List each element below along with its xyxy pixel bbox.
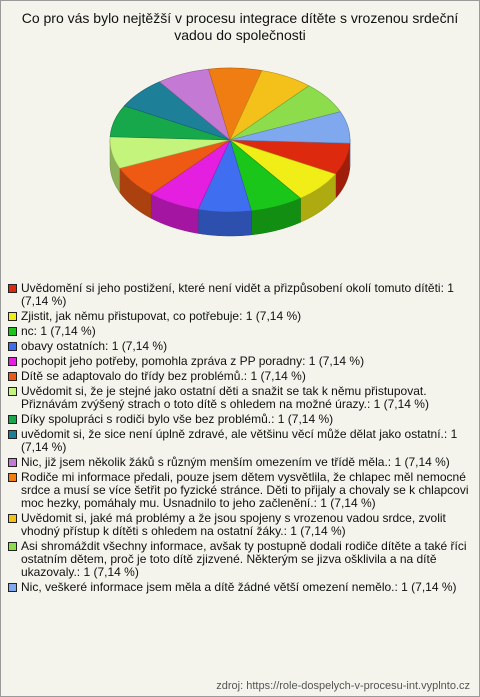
legend-label-14: Nic, veškeré informace jsem měla a dítě žádné větší omezení nemělo.: 1 (7,14 %) <box>21 580 457 594</box>
legend-item-6 <box>8 370 470 383</box>
legend-item-13 <box>8 540 470 579</box>
legend-item-9 <box>8 428 470 454</box>
legend-swatch-11 <box>8 473 17 482</box>
legend-label-9: uvědomit si, že sice není úplně zdravé, ale většinu věcí může dělat jako ostatní.: 1 (7,14 %) <box>21 427 458 454</box>
legend-swatch-12 <box>8 514 17 523</box>
legend-item-14 <box>8 581 470 594</box>
legend-item-10 <box>8 456 470 469</box>
legend-item-7 <box>8 385 470 411</box>
legend-label-12: Uvědomit si, jaké má problémy a že jsou spojeny s vrozenou vadou srdce, zvolit vhodný přístup k dítěti s ohledem na ostatní žáky.: 1 (7,14 %) <box>21 511 446 538</box>
legend-item-4 <box>8 340 470 353</box>
legend-label-2: Zjistit, jak němu přistupovat, co potřebuje: 1 (7,14 %) <box>21 309 302 323</box>
legend-label-8: Díky spolupráci s rodiči bylo vše bez problémů.: 1 (7,14 %) <box>21 412 334 426</box>
legend-label-11: Rodiče mi informace předali, pouze jsem dětem vysvětlila, že chlapec měl nemocné srdce a musí se více šetřit po fyzické stránce. Děti to přijaly a chovaly se k chlapcovi moc hezky, pomáhaly mu. Usnadnilo to jeho začlenění.: 1 (7,14 %) <box>21 470 469 510</box>
legend-item-12 <box>8 512 470 538</box>
legend-item-5 <box>8 355 470 368</box>
legend-swatch-5 <box>8 357 17 366</box>
legend-label-4: obavy ostatních: 1 (7,14 %) <box>21 339 168 353</box>
legend-item-1 <box>8 282 470 308</box>
legend <box>8 282 470 596</box>
pie-chart <box>0 62 480 262</box>
legend-swatch-6 <box>8 372 17 381</box>
legend-swatch-9 <box>8 430 17 439</box>
legend-item-3 <box>8 325 470 338</box>
legend-label-13: Asi shromáždit všechny informace, avšak ty postupně dodali rodiče dítěte a také říci ostatním dětem, proč je toto dítě zjizvené. Některým se jizva ošklivila a na dítě ukazovaly.: 1 (7,14 %) <box>21 539 467 579</box>
legend-swatch-10 <box>8 458 17 467</box>
legend-label-10: Nic, již jsem několik žáků s různým menším omezením ve třídě měla.: 1 (7,14 %) <box>21 455 450 469</box>
legend-swatch-13 <box>8 542 17 551</box>
legend-label-1: Uvědomění si jeho postižení, které není vidět a přizpůsobení okolí tomuto dítěti: 1 (7,14 %) <box>21 281 454 308</box>
legend-swatch-2 <box>8 312 17 321</box>
legend-swatch-3 <box>8 327 17 336</box>
legend-swatch-7 <box>8 387 17 396</box>
legend-item-11 <box>8 471 470 510</box>
legend-label-6: Dítě se adaptovalo do třídy bez problémů.: 1 (7,14 %) <box>21 369 306 383</box>
legend-swatch-8 <box>8 415 17 424</box>
pie-side-4 <box>198 209 251 236</box>
legend-swatch-4 <box>8 342 17 351</box>
legend-label-5: pochopit jeho potřeby, pomohla zpráva z PP poradny: 1 (7,14 %) <box>21 354 365 368</box>
legend-label-3: nc: 1 (7,14 %) <box>21 324 96 338</box>
legend-item-8 <box>8 413 470 426</box>
legend-swatch-1 <box>8 284 17 293</box>
legend-item-2 <box>8 310 470 323</box>
chart-title: Co pro vás bylo nejtěžší v procesu integrace dítěte s vrozenou srdeční vadou do společnosti <box>21 10 459 43</box>
legend-label-7: Uvědomit si, že je stejné jako ostatní děti a snažit se tak k němu přistupovat. Přiznávám zvýšený strach o toto dítě s ohledem na možné úrazy.: 1 (7,14 %) <box>21 384 429 411</box>
legend-swatch-14 <box>8 583 17 592</box>
source-note: zdroj: https://role-dospelych-v-procesu-int.vyplnto.cz <box>216 680 470 692</box>
